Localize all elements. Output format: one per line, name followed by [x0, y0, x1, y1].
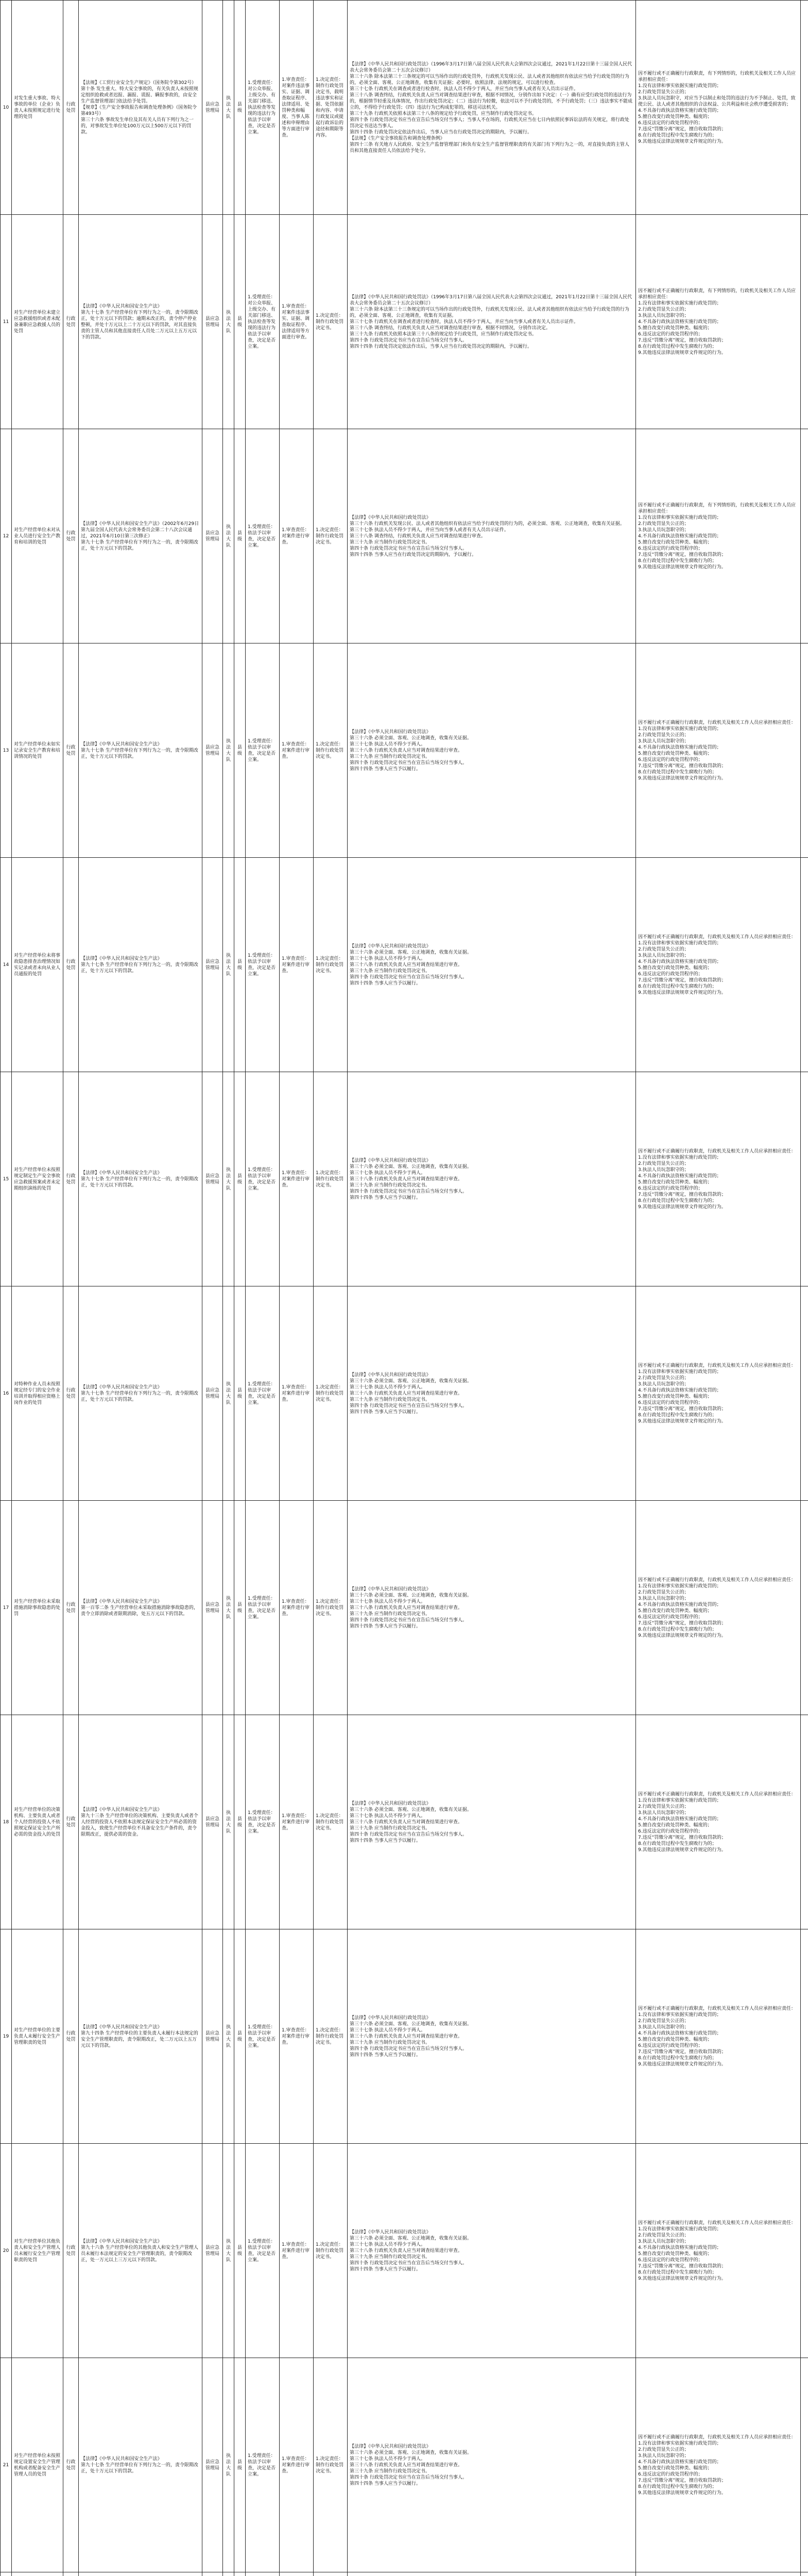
remark	[801, 1, 808, 215]
acceptance-duty: 1.受理责任：依法予以审查，决定是否立案。	[246, 1286, 280, 1501]
decision-duty: 1.决定责任：制作行政处罚决定书。	[314, 1286, 348, 1501]
handling-office: 执法大队	[223, 1, 234, 215]
acceptance-duty: 1.受理责任：依法予以审查，决定是否立案。	[246, 2358, 280, 2572]
implementing-body: 县应急管理局	[202, 1929, 223, 2144]
legal-basis: 【法规】《工贸行业安全生产规定》（国务院令第302号） 第十条 发生重大、特大安全事故的，有关负责人未按照规定组织抢救或者迟报、漏报、谎报、瞒报事故的，由安全生产监督管理部门依法给予处罚。 【规章】《生产安全事故报告和调查处理条例》（国务院令第493号） 第三十六条 事故发生单位及其有关人员有下列行为之一的，对事故发生单位处100万元以上500万元以下的罚款。	[79, 1, 202, 215]
legal-basis: 【法律】《中华人民共和国安全生产法》 第九十六条 生产经营单位的其他负责人和安全生产管理人员未履行本法规定的安全生产管理职责的，责令限期改正，处一万元以上三万元以下的罚款。	[79, 2144, 202, 2358]
admin-level: 县级	[234, 215, 246, 429]
table-row	[1, 1715, 808, 1929]
responsibility-basis: 【法律】《中华人民共和国行政处罚法》 第三十六条 必须全面、客观、公正地调查，收集有关证据。 第三十七条 执法人员不得少于两人。 第三十八条 行政机关负责人应当对调查结果进行审查。 第三十九条 应当制作行政处罚决定书。 第四十条 行政处罚决定书应当在宣告后当场交付当事人。 第四十四条 当事人应当予以履行。	[348, 1715, 636, 1929]
review-duty: 1.审查责任：对案件进行审查。	[280, 643, 314, 858]
responsibility-basis: 【法律】《中华人民共和国行政处罚法》 第三十六条 必须全面、客观、公正地调查，收集有关证据。 第三十七条 执法人员不得少于两人。 第三十八条 行政机关负责人应当对调查结果进行审查。 第三十九条 应当制作行政处罚决定书。 第四十条 行政处罚决定书应当在宣告后当场交付当事人。 第四十四条 当事人应当予以履行。	[348, 858, 636, 1072]
implementing-body: 县应急管理局	[202, 2144, 223, 2358]
item-name: 对特种作业人员未按照规定经专门的安全作业培训并取得相应资格上岗作业的处罚	[12, 1286, 63, 1501]
item-category: 行政处罚	[63, 1501, 79, 1715]
responsibility-basis: 【法律】《中华人民共和国行政处罚法》 第三十六条 必须全面、客观、公正地调查，收集有关证据。 第三十七条 执法人员不得少于两人。 第三十八条 行政机关负责人应当对调查结果进行审查。 第三十九条 应当制作行政处罚决定书。 第四十条 行政处罚决定书应当在宣告后当场交付当事人。 第四十四条 当事人应当予以履行。	[348, 1072, 636, 1286]
review-duty: 1.审查责任：对案件违法事实、证据、调查取证程序、法律适用等方面进行审查。	[280, 215, 314, 429]
table-row	[1, 1286, 808, 1501]
item-name: 对生产经营单位未采取措施消除事故隐患的处罚	[12, 1501, 63, 1715]
legal-basis: 【法律】《中华人民共和国安全生产法》 第九十七条 生产经营单位有下列行为之一的，责令限期改正，处十万元以下的罚款。	[79, 2358, 202, 2572]
remark	[801, 1929, 808, 2144]
legal-basis: 【法律】《中华人民共和国安全生产法》 第一百零二条 生产经营单位未采取措施消除事故隐患的，责令立即消除或者限期消除，处五万元以下的罚款。	[79, 1501, 202, 1715]
acceptance-duty: 1.受理责任：依法予以审查，决定是否立案。	[246, 1072, 280, 1286]
admin-level: 县级	[234, 643, 246, 858]
item-name: 对生产经营单位未如实记录安全生产教育和培训情况的处罚	[12, 643, 63, 858]
item-name: 对发生重大事故、特大事故的单位（企业）负责人未按照规定进行处理的处罚	[12, 1, 63, 215]
accountability-cases	[636, 2572, 801, 2576]
item-category: 行政处罚	[63, 2144, 79, 2358]
accountability-cases: 因不履行或不正确履行行政职责，有下列情形的，行政机关及相关工作人员应承担相应责任： 1.没有法律和事实依据实施行政处罚的； 2.行政处罚显失公正的； 3.执法人员玩忽职守的； 4.不具备行政执法资格实施行政处罚的； 5.擅自改变行政处罚种类、幅度的； 6.违反法定的行政处罚程序的； 7.违反“罚缴分离”规定，擅自收取罚款的； 8.在行政处罚过程中发生腐败行为的； 9.其他违反法律法规规章文件规定的行为。	[636, 215, 801, 429]
handling-office: 执法大队	[223, 643, 234, 858]
decision-duty: 1.决定责任：制作行政处罚决定书。	[314, 1929, 348, 2144]
remark	[801, 1072, 808, 1286]
accountability-cases: 因不履行或不正确履行行政职责，行政机关及相关工作人员应承担相应责任： 1.没有法律和事实依据实施行政处罚的； 2.行政处罚显失公正的； 3.执法人员玩忽职守的； 4.不具备行政执法资格实施行政处罚的； 5.擅自改变行政处罚种类、幅度的； 6.违反法定的行政处罚程序的； 7.违反“罚缴分离”规定，擅自收取罚款的； 8.在行政处罚过程中发生腐败行为的； 9.其他违反法律法规规章文件规定的行为。	[636, 858, 801, 1072]
handling-office: 执法大队	[223, 2358, 234, 2572]
acceptance-duty: 1.受理责任：对公众举报、上级交办、有关部门移送、执法检查等发现的违法行为依法予以审查，决定是否立案。	[246, 215, 280, 429]
implementing-body: 县应急管理局	[202, 1501, 223, 1715]
responsibility-basis: 【法律】《中华人民共和国行政处罚法》 第三十六条 必须全面、客观、公正地调查，收集有关证据。 第三十七条 执法人员不得少于两人。 第三十八条 行政机关负责人应当对调查结果进行审查。 第三十九条 应当制作行政处罚决定书。 第四十条 行政处罚决定书应当在宣告后当场交付当事人。 第四十四条 当事人应当予以履行。	[348, 1929, 636, 2144]
row-index: 11	[1, 215, 12, 429]
review-duty	[280, 2572, 314, 2576]
admin-level	[234, 2572, 246, 2576]
decision-duty: 1.决定责任：制作行政处罚决定书。	[314, 429, 348, 643]
remark	[801, 2144, 808, 2358]
table-body	[1, 1, 808, 2576]
row-index: 21	[1, 2358, 12, 2572]
item-name: 对生产经营单位的主要负责人未履行安全生产管理职责的处罚	[12, 1929, 63, 2144]
legal-basis: 【法律】《中华人民共和国安全生产法》（2002年6月29日第九届全国人民代表大会常务委员会第二十八次会议通过，2021年6月10日第三次修正） 第九十七条 生产经营单位有下列行为之一的，责令限期改正，处十万元以下的罚款。	[79, 429, 202, 643]
table-row	[1, 429, 808, 643]
handling-office: 执法大队	[223, 215, 234, 429]
accountability-cases: 因不履行或不正确履行行政职责，行政机关及相关工作人员应承担相应责任： 1.没有法律和事实依据实施行政处罚的； 2.行政处罚显失公正的； 3.执法人员玩忽职守的； 4.不具备行政执法资格实施行政处罚的； 5.擅自改变行政处罚种类、幅度的； 6.违反法定的行政处罚程序的； 7.违反“罚缴分离”规定，擅自收取罚款的； 8.在行政处罚过程中发生腐败行为的； 9.其他违反法律法规规章文件规定的行为。	[636, 1715, 801, 1929]
review-duty: 1.审查责任：对案件进行审查。	[280, 1929, 314, 2144]
remark	[801, 215, 808, 429]
accountability-cases: 因不履行或不正确履行行政职责，有下列情形的，行政机关及相关工作人员应承担相应责任： 1.没有法律和事实依据实施行政处罚的； 2.行政处罚显失公正的； 3.执法人员玩忽职守，对应当予以制止和处罚的违法行为不予制止、处罚，致使公民、法人或者其他组织的合法权益、公共利益和社会秩序遭受损害的； 4.不具备行政执法资格实施行政处罚的； 5.擅自改变行政处罚种类、幅度的； 6.违反法定的行政处罚程序的； 7.违反“罚缴分离”规定，擅自收取罚款的； 8.在行政处罚过程中发生腐败行为的； 9.其他违反法律法规规章文件规定的行为。	[636, 1, 801, 215]
admin-level: 县级	[234, 2358, 246, 2572]
handling-office	[223, 2572, 234, 2576]
responsibility-basis: 【法律】《中华人民共和国行政处罚法》 第三十六条 必须全面、客观、公正地调查，收集有关证据。 第三十七条 执法人员不得少于两人。 第三十八条 行政机关负责人应当对调查结果进行审查。 第三十九条 应当制作行政处罚决定书。 第四十条 行政处罚决定书应当在宣告后当场交付当事人。 第四十四条 当事人应当予以履行。	[348, 1286, 636, 1501]
accountability-cases: 因不履行或不正确履行行政职责，行政机关及相关工作人员应承担相应责任： 1.没有法律和事实依据实施行政处罚的； 2.行政处罚显失公正的； 3.执法人员玩忽职守的； 4.不具备行政执法资格实施行政处罚的； 5.擅自改变行政处罚种类、幅度的； 6.违反法定的行政处罚程序的； 7.违反“罚缴分离”规定，擅自收取罚款的； 8.在行政处罚过程中发生腐败行为的； 9.其他违反法律法规规章文件规定的行为。	[636, 1501, 801, 1715]
item-category: 行政处罚	[63, 1715, 79, 1929]
acceptance-duty: 1.受理责任：依法予以审查，决定是否立案。	[246, 2144, 280, 2358]
decision-duty: 1.决定责任：制作行政处罚决定书。	[314, 2144, 348, 2358]
decision-duty	[314, 2572, 348, 2576]
responsibility-basis: 【法律】《中华人民共和国行政处罚法》 第三十六条 必须全面、客观、公正地调查，收集有关证据。 第三十七条 执法人员不得少于两人。 第三十八条 行政机关负责人应当对调查结果进行审查。 第三十九条 应当制作行政处罚决定书。 第四十条 行政处罚决定书应当在宣告后当场交付当事人。 第四十四条 当事人应当予以履行。	[348, 643, 636, 858]
remark	[801, 643, 808, 858]
legal-basis: 【法律】《中华人民共和国安全生产法》 第九十三条 生产经营单位的决策机构、主要负责人或者个人经营的投资人不依照本法规定保证安全生产所必需的资金投入，致使生产经营单位不具备安全生产条件的，责令限期改正，提供必需的资金。	[79, 1715, 202, 1929]
table-row	[1, 1, 808, 215]
review-duty: 1.审查责任：对案件进行审查。	[280, 2358, 314, 2572]
responsibility-basis: 【法律】《中华人民共和国行政处罚法》（1996年3月17日第八届全国人民代表大会第四次会议通过，2021年1月22日第十三届全国人民代表大会常务委员会第二十五次会议修订） 第三十六条 除本法第三十三条规定的可以当场作出的行政处罚外，行政机关发现公民、法人或者其他组织有依法应当给予行政处罚的行为的，必须全面、客观、公正地调查，收集有关证据；必要时，依照法律、法规的规定，可以进行检查。 第三十七条 行政机关在调查或者进行检查时，执法人员不得少于两人，并应当向当事人或者有关人员出示证件。 第三十八条 调查终结，行政机关负责人应当对调查结果进行审查，根据不同情况，分别作出如下决定：（一）确有应受行政处罚的违法行为的，根据情节轻重及具体情况，作出行政处罚决定；（二）违法行为轻微，依法可以不予行政处罚的，不予行政处罚；（三）违法事实不能成立的，不得给予行政处罚；（四）违法行为已构成犯罪的，移送司法机关。 第三十九条 行政机关依照本法第三十八条的规定给予行政处罚，应当制作行政处罚决定书。 第四十条 行政处罚决定书应当在宣告后当场交付当事人；当事人不在场的，行政机关应当在七日内依照民事诉讼法的有关规定，将行政处罚决定书送达当事人。 第四十四条 行政处罚决定依法作出后，当事人应当在行政处罚决定的期限内，予以履行。 【法规】《生产安全事故报告和调查处理条例》 第四十三条 有关地方人民政府、安全生产监督管理部门和负有安全生产监督管理职责的有关部门有下列行为之一的，对直接负责的主管人员和其他直接责任人员依法给予处分。	[348, 1, 636, 215]
legal-basis: 【法律】《中华人民共和国安全生产法》 第九十四条 生产经营单位的主要负责人未履行本法规定的安全生产管理职责的，责令限期改正，处二万元以上五万元以下的罚款。	[79, 1929, 202, 2144]
remark	[801, 2572, 808, 2576]
accountability-cases: 因不履行或不正确履行行政职责，行政机关及相关工作人员应承担相应责任： 1.没有法律和事实依据实施行政处罚的； 2.行政处罚显失公正的； 3.执法人员玩忽职守的； 4.不具备行政执法资格实施行政处罚的； 5.擅自改变行政处罚种类、幅度的； 6.违反法定的行政处罚程序的； 7.违反“罚缴分离”规定，擅自收取罚款的； 8.在行政处罚过程中发生腐败行为的； 9.其他违反法律法规规章文件规定的行为。	[636, 1929, 801, 2144]
item-name: 对生产经营单位的决策机构、主要负责人或者个人经营的投资人不依照规定保证安全生产所必需的资金投入的处罚	[12, 1715, 63, 1929]
decision-duty: 1.决定责任：制作行政处罚决定书。	[314, 643, 348, 858]
admin-level: 县级	[234, 2144, 246, 2358]
handling-office: 执法大队	[223, 1286, 234, 1501]
responsibility-basis: 【法律】《中华人民共和国行政处罚法》 第三十六条 行政机关发现公民、法人或者其他组织有依法应当给予行政处罚的行为的，必须全面、客观、公正地调查，收集有关证据。 第三十七条 执法人员不得少于两人，并应当向当事人或者有关人员出示证件。 第三十八条 调查终结，行政机关负责人应当对调查结果进行审查。 第三十九条 应当制作行政处罚决定书。 第四十条 行政处罚决定书应当在宣告后当场交付当事人。 第四十四条 当事人应当在行政处罚决定的期限内，予以履行。	[348, 429, 636, 643]
table-row	[1, 1072, 808, 1286]
implementing-body: 县应急管理局	[202, 1072, 223, 1286]
implementing-body: 县应急管理局	[202, 429, 223, 643]
row-index	[1, 2572, 12, 2576]
admin-level: 县级	[234, 429, 246, 643]
admin-level: 县级	[234, 1, 246, 215]
legal-basis: 【法律】《中华人民共和国安全生产法》 第九十七条 生产经营单位有下列行为之一的，责令限期改正，处十万元以下的罚款。	[79, 858, 202, 1072]
item-name	[12, 2572, 63, 2576]
admin-level: 县级	[234, 858, 246, 1072]
item-category: 行政处罚	[63, 2358, 79, 2572]
item-category: 行政处罚	[63, 1072, 79, 1286]
legal-basis: 【法律】《中华人民共和国安全生产法》 第九十七条 生产经营单位有下列行为之一的，责令限期改正，处十万元以下的罚款；逾期未改正的，责令停产停业整顿，并处十万元以上二十万元以下的罚款，对其直接负责的主管人员和其他直接责任人员处二万元以上五万元以下的罚款。	[79, 215, 202, 429]
handling-office: 执法大队	[223, 2144, 234, 2358]
table-row	[1, 1929, 808, 2144]
admin-level: 县级	[234, 1501, 246, 1715]
accountability-cases: 因不履行或不正确履行行政职责，有下列情形的，行政机关及相关工作人员应承担相应责任： 1.没有法律和事实依据实施行政处罚的； 2.行政处罚显失公正的； 3.执法人员玩忽职守的； 4.不具备行政执法资格实施行政处罚的； 5.擅自改变行政处罚种类、幅度的； 6.违反法定的行政处罚程序的； 7.违反“罚缴分离”规定，擅自收取罚款的； 8.在行政处罚过程中发生腐败行为的； 9.其他违反法律法规规章文件规定的行为。	[636, 429, 801, 643]
decision-duty: 1.决定责任：制作行政处罚决定书，载明违法事实和证据、处罚依据和内容、申请行政复议或提起行政诉讼的途径和期限等内容。	[314, 1, 348, 215]
item-name: 对生产经营单位其他负责人和安全生产管理人员未履行安全生产管理职责的处罚	[12, 2144, 63, 2358]
acceptance-duty: 1.受理责任：依法予以审查，决定是否立案。	[246, 429, 280, 643]
item-category: 行政处罚	[63, 429, 79, 643]
accountability-cases: 因不履行或不正确履行行政职责，行政机关及相关工作人员应承担相应责任： 1.没有法律和事实依据实施行政处罚的； 2.行政处罚显失公正的； 3.执法人员玩忽职守的； 4.不具备行政执法资格实施行政处罚的； 5.擅自改变行政处罚种类、幅度的； 6.违反法定的行政处罚程序的； 7.违反“罚缴分离”规定，擅自收取罚款的； 8.在行政处罚过程中发生腐败行为的； 9.其他违反法律法规规章文件规定的行为。	[636, 2358, 801, 2572]
decision-duty: 1.决定责任：制作行政处罚决定书。	[314, 1072, 348, 1286]
item-name: 对生产经营单位未将事故隐患排查治理情况如实记录或者未向从业人员通报的处罚	[12, 858, 63, 1072]
responsibility-basis: 【法律】《中华人民共和国行政处罚法》 第三十六条 必须全面、客观、公正地调查，收集有关证据。 第三十七条 执法人员不得少于两人。 第三十八条 行政机关负责人应当对调查结果进行审查。 第三十九条 应当制作行政处罚决定书。 第四十条 行政处罚决定书应当在宣告后当场交付当事人。 第四十四条 当事人应当予以履行。	[348, 1501, 636, 1715]
implementing-body: 县应急管理局	[202, 215, 223, 429]
handling-office: 执法大队	[223, 1715, 234, 1929]
item-name: 对生产经营单位未建立应急救援组织或者未配备兼职应急救援人员的处罚	[12, 215, 63, 429]
item-category: 行政处罚	[63, 643, 79, 858]
table-row	[1, 858, 808, 1072]
item-name: 对生产经营单位未按照规定制定生产安全事故应急救援预案或者未定期组织演练的处罚	[12, 1072, 63, 1286]
table-row	[1, 2572, 808, 2576]
decision-duty: 1.决定责任：制作行政处罚决定书。	[314, 2358, 348, 2572]
implementing-body	[202, 2572, 223, 2576]
acceptance-duty: 1.受理责任：依法予以审查，决定是否立案。	[246, 858, 280, 1072]
remark	[801, 1501, 808, 1715]
implementing-body: 县应急管理局	[202, 1286, 223, 1501]
implementing-body: 县应急管理局	[202, 858, 223, 1072]
remark	[801, 2358, 808, 2572]
table-row	[1, 215, 808, 429]
remark	[801, 858, 808, 1072]
review-duty: 1.审查责任：对案件进行审查。	[280, 1501, 314, 1715]
review-duty: 1.审查责任：对案件进行审查。	[280, 1715, 314, 1929]
item-name: 对生产经营单位未对从业人员进行安全生产教育和培训的处罚	[12, 429, 63, 643]
responsibility-basis: 【法律】《中华人民共和国行政处罚法》 第三十六条 必须全面、客观、公正地调查，收集有关证据。 第三十七条 执法人员不得少于两人。 第三十八条 行政机关负责人应当对调查结果进行审查。 第三十九条 应当制作行政处罚决定书。 第四十条 行政处罚决定书应当在宣告后当场交付当事人。 第四十四条 当事人应当予以履行。	[348, 2144, 636, 2358]
review-duty: 1.审查责任：对案件进行审查。	[280, 1072, 314, 1286]
review-duty: 1.审查责任：对案件进行审查。	[280, 429, 314, 643]
admin-level: 县级	[234, 1072, 246, 1286]
item-category	[63, 2572, 79, 2576]
acceptance-duty: 1.受理责任：依法予以审查，决定是否立案。	[246, 1715, 280, 1929]
review-duty: 1.审查责任：对案件进行审查。	[280, 858, 314, 1072]
item-name: 对生产经营单位未按照规定设置安全生产管理机构或者配备安全生产管理人员的处罚	[12, 2358, 63, 2572]
row-index: 14	[1, 858, 12, 1072]
implementing-body: 县应急管理局	[202, 643, 223, 858]
handling-office: 执法大队	[223, 1501, 234, 1715]
row-index: 19	[1, 1929, 12, 2144]
acceptance-duty: 1.受理责任：依法予以审查，决定是否立案。	[246, 1501, 280, 1715]
responsibility-basis: 【法律】《中华人民共和国行政处罚法》（1996年3月17日第八届全国人民代表大会第四次会议通过，2021年1月22日第十三届全国人民代表大会常务委员会第二十五次会议修订） 第三十六条 除本法第三十三条规定的可以当场作出的行政处罚外，行政机关发现公民、法人或者其他组织有依法应当给予行政处罚的行为的，必须全面、客观、公正地调查，收集有关证据。 第三十七条 行政机关在调查或者进行检查时，执法人员不得少于两人，并应当向当事人或者有关人员出示证件。 第三十八条 调查终结，行政机关负责人应当对调查结果进行审查，根据不同情况，分别作出决定。 第三十九条 行政机关依照本法第三十八条的规定给予行政处罚，应当制作行政处罚决定书。 第四十条 行政处罚决定书应当在宣告后当场交付当事人。 第四十四条 行政处罚决定依法作出后，当事人应当在行政处罚决定的期限内，予以履行。	[348, 215, 636, 429]
row-index: 13	[1, 643, 12, 858]
table-row	[1, 643, 808, 858]
responsibility-basis: 【法律】《中华人民共和国行政处罚法》 第三十六条 必须全面、客观、公正地调查，收集有关证据。 第三十七条 执法人员不得少于两人。 第三十八条 行政机关负责人应当对调查结果进行审查。 第三十九条 应当制作行政处罚决定书。 第四十条 行政处罚决定书应当在宣告后当场交付当事人。 第四十四条 当事人应当予以履行。	[348, 2358, 636, 2572]
accountability-cases: 因不履行或不正确履行行政职责，行政机关及相关工作人员应承担相应责任： 1.没有法律和事实依据实施行政处罚的； 2.行政处罚显失公正的； 3.执法人员玩忽职守的； 4.不具备行政执法资格实施行政处罚的； 5.擅自改变行政处罚种类、幅度的； 6.违反法定的行政处罚程序的； 7.违反“罚缴分离”规定，擅自收取罚款的； 8.在行政处罚过程中发生腐败行为的； 9.其他违反法律法规规章文件规定的行为。	[636, 1286, 801, 1501]
review-duty: 1.审查责任：对案件违法事实、证据、调查取证程序、法律适用、处罚种类和幅度、当事人陈述和申辩理由等方面进行审查。	[280, 1, 314, 215]
item-category: 行政处罚	[63, 1929, 79, 2144]
row-index: 12	[1, 429, 12, 643]
handling-office: 执法大队	[223, 1929, 234, 2144]
accountability-cases: 因不履行或不正确履行行政职责，行政机关及相关工作人员应承担相应责任： 1.没有法律和事实依据实施行政处罚的； 2.行政处罚显失公正的； 3.执法人员玩忽职守的； 4.不具备行政执法资格实施行政处罚的； 5.擅自改变行政处罚种类、幅度的； 6.违反法定的行政处罚程序的； 7.违反“罚缴分离”规定，擅自收取罚款的； 8.在行政处罚过程中发生腐败行为的； 9.其他违反法律法规规章文件规定的行为。	[636, 1072, 801, 1286]
table-row	[1, 1501, 808, 1715]
table-row	[1, 2358, 808, 2572]
acceptance-duty: 1.受理责任：对公众举报、上级交办、有关部门移送、执法检查等发现的违法行为依法予以审查，决定是否立案。	[246, 1, 280, 215]
item-category: 行政处罚	[63, 1, 79, 215]
review-duty: 1.审查责任：对案件进行审查。	[280, 2144, 314, 2358]
row-index: 15	[1, 1072, 12, 1286]
decision-duty: 1.决定责任：制作行政处罚决定书。	[314, 1715, 348, 1929]
admin-level: 县级	[234, 1286, 246, 1501]
row-index: 18	[1, 1715, 12, 1929]
legal-basis: 【法律】《中华人民共和国安全生产法》 第九十七条 生产经营单位有下列行为之一的，责令限期改正，处十万元以下的罚款。	[79, 1072, 202, 1286]
accountability-cases: 因不履行或不正确履行行政职责，行政机关及相关工作人员应承担相应责任： 1.没有法律和事实依据实施行政处罚的； 2.行政处罚显失公正的； 3.执法人员玩忽职守的； 4.不具备行政执法资格实施行政处罚的； 5.擅自改变行政处罚种类、幅度的； 6.违反法定的行政处罚程序的； 7.违反“罚缴分离”规定，擅自收取罚款的； 8.在行政处罚过程中发生腐败行为的； 9.其他违反法律法规规章文件规定的行为。	[636, 643, 801, 858]
row-index: 20	[1, 2144, 12, 2358]
legal-basis: 【法律】《中华人民共和国安全生产法》 第九十七条 生产经营单位有下列行为之一的，责令限期改正，处十万元以下的罚款。	[79, 1286, 202, 1501]
decision-duty: 1.决定责任：制作行政处罚决定书。	[314, 215, 348, 429]
handling-office: 执法大队	[223, 429, 234, 643]
implementing-body: 县应急管理局	[202, 1715, 223, 1929]
legal-basis: 【法律】《中华人民共和国安全生产法》 第九十七条 生产经营单位有下列行为之一的，责令限期改正，处十万元以下的罚款。	[79, 643, 202, 858]
remark	[801, 1715, 808, 1929]
handling-office: 执法大队	[223, 858, 234, 1072]
admin-level: 县级	[234, 1715, 246, 1929]
acceptance-duty	[246, 2572, 280, 2576]
handling-office: 执法大队	[223, 1072, 234, 1286]
table-row	[1, 2144, 808, 2358]
responsibility-basis	[348, 2572, 636, 2576]
acceptance-duty: 1.受理责任：依法予以审查，决定是否立案。	[246, 643, 280, 858]
decision-duty: 1.决定责任：制作行政处罚决定书。	[314, 858, 348, 1072]
accountability-cases: 因不履行或不正确履行行政职责，行政机关及相关工作人员应承担相应责任： 1.没有法律和事实依据实施行政处罚的； 2.行政处罚显失公正的； 3.执法人员玩忽职守的； 4.不具备行政执法资格实施行政处罚的； 5.擅自改变行政处罚种类、幅度的； 6.违反法定的行政处罚程序的； 7.违反“罚缴分离”规定，擅自收取罚款的； 8.在行政处罚过程中发生腐败行为的； 9.其他违反法律法规规章文件规定的行为。	[636, 2144, 801, 2358]
implementing-body: 县应急管理局	[202, 2358, 223, 2572]
legal-basis	[79, 2572, 202, 2576]
item-category: 行政处罚	[63, 858, 79, 1072]
row-index: 16	[1, 1286, 12, 1501]
decision-duty: 1.决定责任：制作行政处罚决定书。	[314, 1501, 348, 1715]
admin-level: 县级	[234, 1929, 246, 2144]
item-category: 行政处罚	[63, 1286, 79, 1501]
item-category: 行政处罚	[63, 215, 79, 429]
acceptance-duty: 1.受理责任：依法予以审查，决定是否立案。	[246, 1929, 280, 2144]
review-duty: 1.审查责任：对案件进行审查。	[280, 1286, 314, 1501]
remark	[801, 429, 808, 643]
row-index: 10	[1, 1, 12, 215]
implementing-body: 县应急管理局	[202, 1, 223, 215]
row-index: 17	[1, 1501, 12, 1715]
remark	[801, 1286, 808, 1501]
